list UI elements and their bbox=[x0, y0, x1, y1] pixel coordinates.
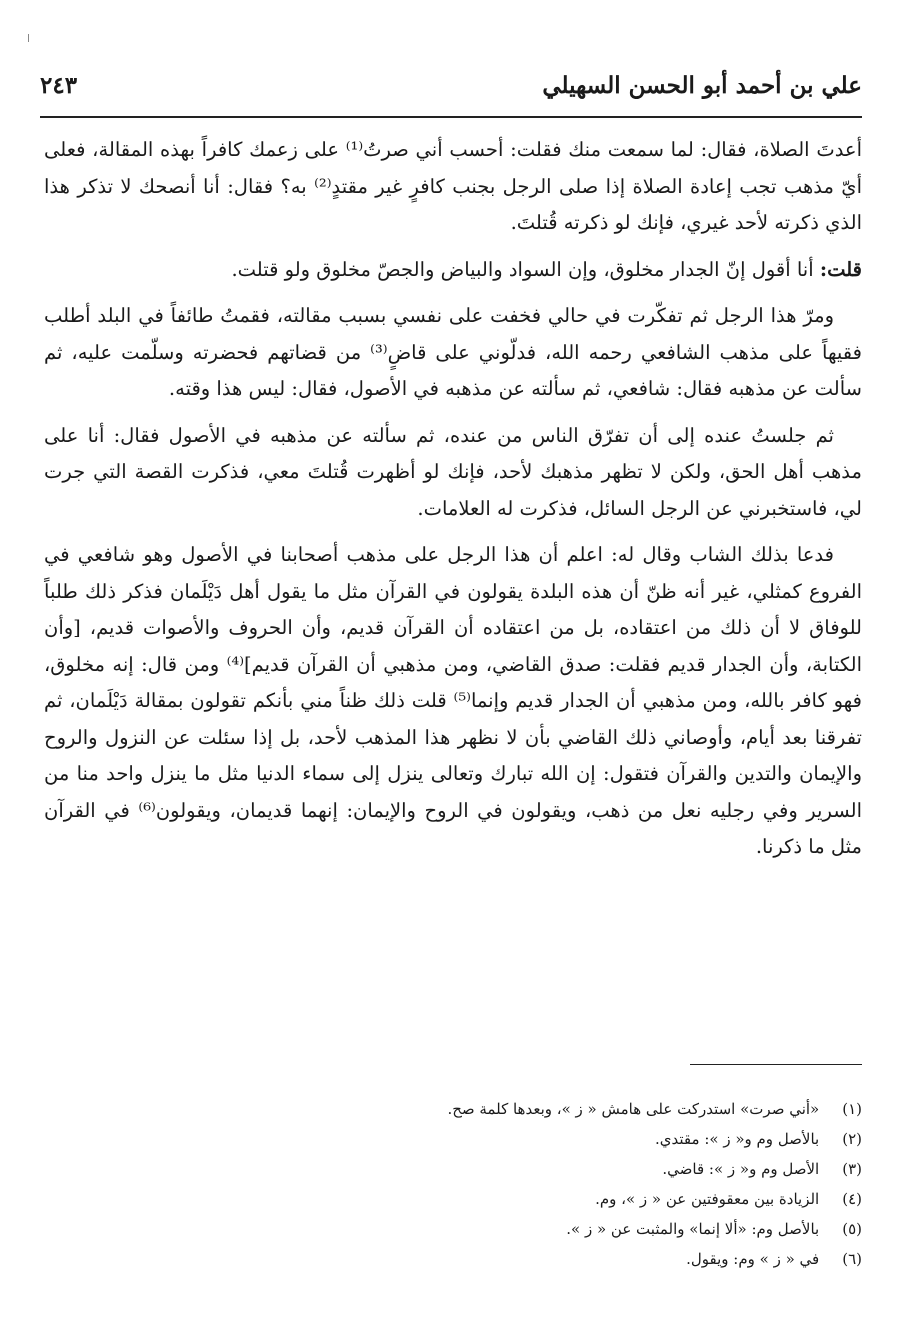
footnote-number: (٤) bbox=[842, 1190, 862, 1208]
paragraph-4: ثم جلستُ عنده إلى أن تفرّق الناس من عنده، ثم سألته عن مذهبه في الأصول فقال: أنا على مذهب أهل الحق، ولكن لا تظهر مذهبك لأحد، فإنك لو أظهرت قُتلتَ معي، فذكرت القصة التي جرت لي، فاستخبرني عن الرجل السائل، فذكرت له العلامات. bbox=[44, 423, 862, 520]
footnote-4 bbox=[44, 1184, 862, 1214]
footnote-3 bbox=[44, 1154, 862, 1184]
footnote-5 bbox=[44, 1214, 862, 1244]
footnote-text: الأصل وم و« ز »: قاضي. bbox=[662, 1160, 820, 1178]
running-header bbox=[40, 70, 862, 114]
paragraph-2-text: أنا أقول إنّ الجدار مخلوق، وإن السواد والبياض والجصّ مخلوق ولو قتلت. bbox=[231, 257, 814, 281]
footnote-number: (٣) bbox=[842, 1160, 862, 1178]
paragraph-5: فدعا بذلك الشاب وقال له: اعلم أن هذا الرجل على مذهب أصحابنا في الأصول وهو شافعي في الفروع كمثلي، غير أنه ظنّ أن هذه البلدة يقولون في القرآن مثل ما يقول أهل دَيْلَمان فذكر ذلك طلباً للوفاق لا أن ذلك من اعتقاده، بل من اعتقاده أن القرآن قديم، وأن الحروف والأصوات قديم، [وأن الكتابة، وأن الجدار قديم فقلت: صدق القاضي، ومن مذهبي أن القرآن قديم]⁽⁴⁾ ومن قال: إنه مخلوق، فهو كافر بالله، ومن مذهبي أن الجدار قديم وإنما⁽⁵⁾ قلت ذلك ظناً مني بأنكم تقولون بمقالة دَيْلَمان، ثم تفرقنا بعد أيام، وأوصاني ذلك القاضي بأن لا نظهر هذا المذهب لأحد، بل إذا سئلت عن النزول والروح والإيمان والتدين والقرآن فتقول: إن الله تبارك وتعالى ينزل إلى سماء الدنيا مثل ما ينزل واحد منا من السرير وفي رجليه نعل من ذهب، ويقولون في الروح والإيمان: إنهما قديمان، ويقولون⁽⁶⁾ في القرآن مثل ما ذكرنا. bbox=[44, 543, 863, 858]
footnote-text: الزيادة بين معقوفتين عن « ز »، وم. bbox=[595, 1190, 820, 1208]
paragraph-2 bbox=[44, 252, 862, 289]
footnote-number: (٥) bbox=[842, 1220, 862, 1238]
footnote-text: «أني صرت» استدركت على هامش « ز »، وبعدها كلمة صح. bbox=[447, 1100, 820, 1118]
paragraph-1: أعدتَ الصلاة، فقال: لما سمعت منك فقلت: أحسب أني صرتُ⁽¹⁾ على زعمك كافراً بهذه المقالة، فعلى أيّ مذهب تجب إعادة الصلاة إذا صلى الرجل بجنب كافرٍ غير مقتدٍ⁽²⁾ به؟ فقال: أنا أنصحك لا تذكر هذا الذي ذكرته لأحد غيري، فإنك لو ذكرته قُتلتَ. bbox=[44, 138, 862, 234]
footnote-text: في « ز » وم: ويقول. bbox=[686, 1250, 820, 1268]
footnote-text: بالأصل وم: «ألا إنما» والمثبت عن « ز ». bbox=[566, 1220, 820, 1238]
footnote-number: (٦) bbox=[842, 1250, 862, 1268]
main-text bbox=[44, 132, 862, 870]
footnotes bbox=[44, 1094, 862, 1274]
footnote-text: بالأصل وم و« ز »: مقتدي. bbox=[655, 1130, 820, 1148]
page-number: ٢٤٣ bbox=[40, 72, 78, 99]
footnote-rule bbox=[690, 1064, 862, 1065]
running-header-title: علي بن أحمد أبو الحسن السهيلي bbox=[542, 72, 862, 99]
margin-mark bbox=[28, 34, 29, 42]
footnote-2 bbox=[44, 1124, 862, 1154]
footnote-number: (١) bbox=[842, 1100, 862, 1118]
qultu-label: قلت: bbox=[819, 257, 862, 281]
header-rule bbox=[40, 116, 862, 118]
footnote-number: (٢) bbox=[842, 1130, 862, 1148]
footnote-1 bbox=[44, 1094, 862, 1124]
paragraph-3: ومرّ هذا الرجل ثم تفكّرت في حالي فخفت على نفسي بسبب مقالته، فقمتُ طائفاً في البلد أطلب فقيهاً على مذهب الشافعي رحمه الله، فدلّوني على قاضٍ⁽³⁾ من قضاتهم فحضرته وسلّمت عليه، ثم سألت عن مذهبه فقال: شافعي، ثم سألته عن مذهبه في الأصول، فقال: ليس هذا وقته. bbox=[44, 304, 862, 400]
footnote-6 bbox=[44, 1244, 862, 1274]
